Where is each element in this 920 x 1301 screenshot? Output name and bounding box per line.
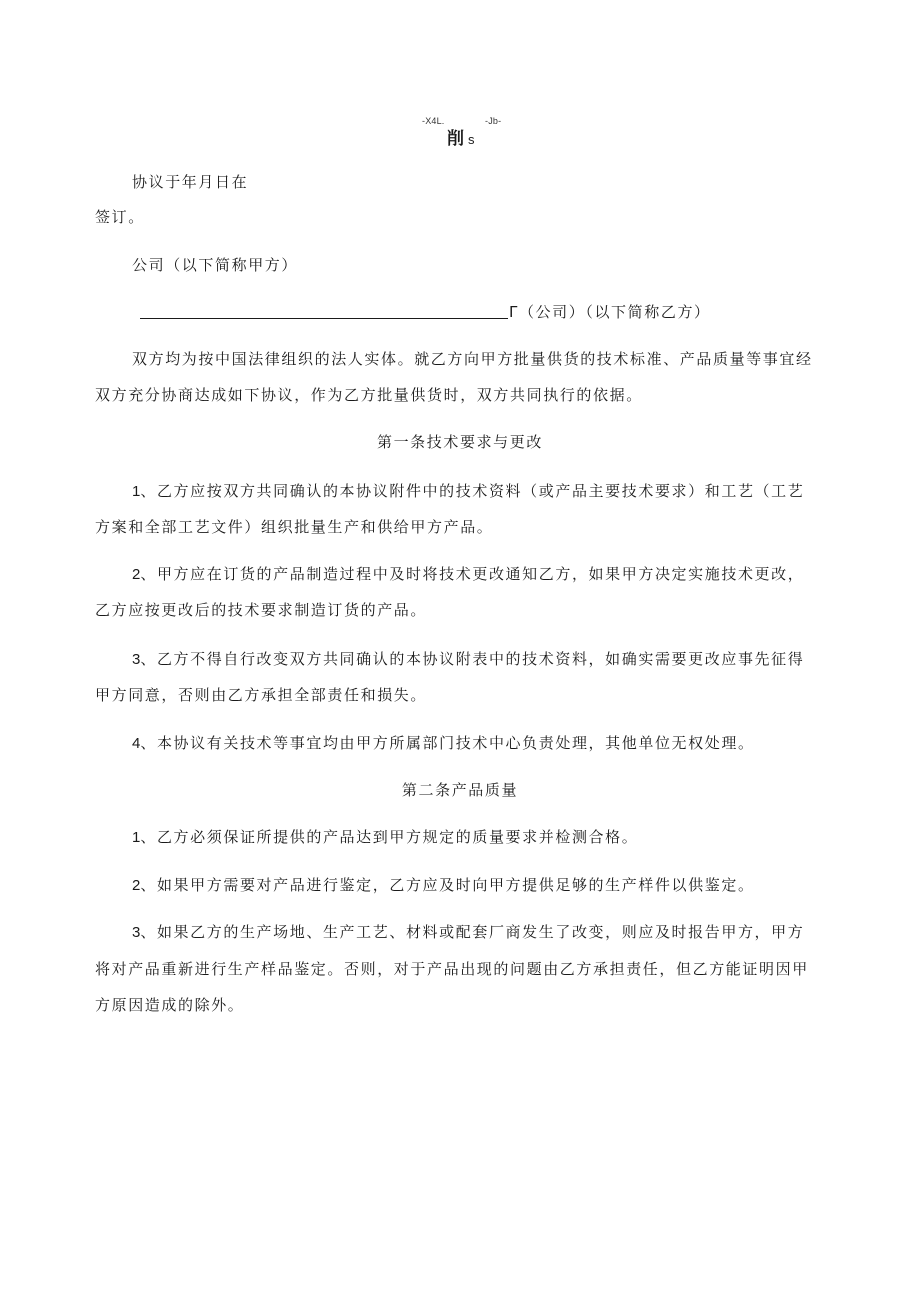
article-1-para-3-line-1 xyxy=(132,649,804,670)
intro-line-2: 签订。 xyxy=(95,208,145,226)
article-1-para-2-line-2: 乙方应按更改后的技术要求制造订货的产品。 xyxy=(95,601,428,619)
article-2-para-3-text-a: 、如果乙方的生产场地、生产工艺、材料或配套厂商发生了改变，则应及时报告甲方，甲方 xyxy=(140,923,805,941)
intro-line-1: 协议于年月日在 xyxy=(132,173,249,191)
article-2-heading: 第二条产品质量 xyxy=(401,781,519,799)
article-1-para-2-text-a: 、甲方应在订货的产品制造过程中及时将技术更改通知乙方，如果甲方决定实施技术更改， xyxy=(140,565,805,583)
article-1-para-1-text-a: 、乙方应按双方共同确认的本协议附件中的技术资料（或产品主要技术要求）和工艺（工艺 xyxy=(140,482,805,500)
party-b-line: Γ（公司）（以下简称乙方） xyxy=(509,303,711,321)
article-1-para-2-line-1 xyxy=(132,564,804,585)
article-2-para-2-line-1 xyxy=(132,875,755,896)
document-title-text: 削 xyxy=(447,129,464,149)
article-2-para-3-line-3: 方原因造成的除外。 xyxy=(95,996,245,1014)
article-1-para-1-number: 1 xyxy=(132,483,141,500)
preamble-line-1: 双方均为按中国法律组织的法人实体。就乙方向甲方批量供货的技术标准、产品质量等事宜经 xyxy=(132,350,813,368)
article-1-para-3-text-a: 、乙方不得自行改变双方共同确认的本协议附表中的技术资料，如确实需要更改应事先征得 xyxy=(140,650,805,668)
article-1-para-4-number: 4 xyxy=(132,735,141,752)
header-mark-right: -Jb- xyxy=(485,116,502,126)
header-mark-left: -X4L. xyxy=(422,116,445,126)
article-1-para-2-number: 2 xyxy=(132,566,141,583)
article-1-para-1-line-2: 方案和全部工艺文件）组织批量生产和供给甲方产品。 xyxy=(95,518,494,536)
article-2-para-1-line-1 xyxy=(132,827,638,848)
document-title-suffix: s xyxy=(468,132,475,147)
party-b-blank-rule xyxy=(140,318,508,319)
article-1-para-1-line-1 xyxy=(132,481,804,502)
article-1-para-4-text-a: 、本协议有关技术等事宜均由甲方所属部门技术中心负责处理，其他单位无权处理。 xyxy=(140,734,755,752)
article-2-para-3-line-2: 将对产品重新进行生产样品鉴定。否则，对于产品出现的问题由乙方承担责任，但乙方能证明因甲 xyxy=(95,960,809,978)
party-a-line: 公司（以下简称甲方） xyxy=(132,256,299,274)
article-2-para-1-number: 1 xyxy=(132,829,141,846)
article-2-para-1-text-a: 、乙方必须保证所提供的产品达到甲方规定的质量要求并检测合格。 xyxy=(140,828,639,846)
article-2-para-2-text-a: 、如果甲方需要对产品进行鉴定，乙方应及时向甲方提供足够的生产样件以供鉴定。 xyxy=(140,876,755,894)
article-2-para-2-number: 2 xyxy=(132,877,141,894)
article-2-para-3-line-1 xyxy=(132,922,804,943)
article-1-para-3-number: 3 xyxy=(132,651,141,668)
article-1-para-4-line-1 xyxy=(132,733,755,754)
preamble-line-2: 双方充分协商达成如下协议，作为乙方批量供货时，双方共同执行的依据。 xyxy=(95,386,643,404)
document-title xyxy=(447,124,475,149)
article-1-heading: 第一条技术要求与更改 xyxy=(376,433,543,451)
article-2-para-3-number: 3 xyxy=(132,924,141,941)
article-1-para-3-line-2: 甲方同意，否则由乙方承担全部责任和损失。 xyxy=(95,686,428,704)
